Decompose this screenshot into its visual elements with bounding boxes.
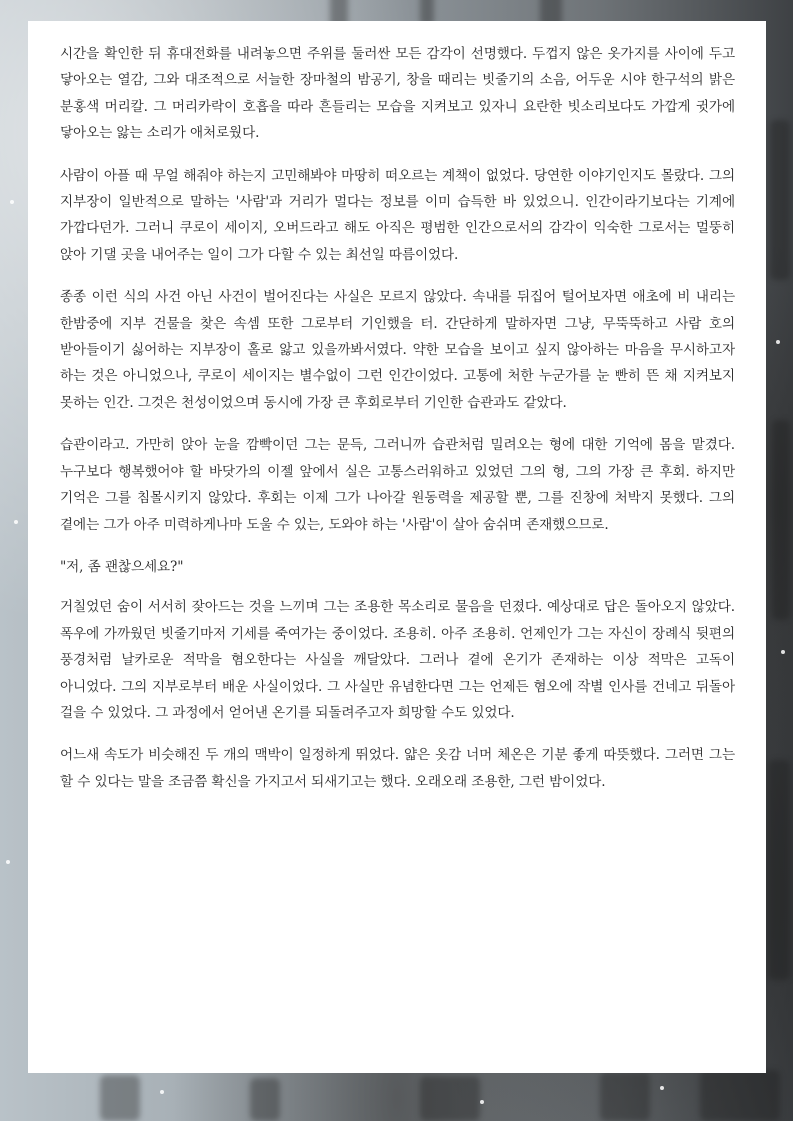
paragraph-2: 사람이 아플 때 무얼 해줘야 하는지 고민해봐야 마땅히 떠오르는 계책이 없었다. 당연한 이야기인지도 몰랐다. 그의 지부장이 일반적으로 말하는 '사람'과 거리가 멀다는 정보를 이미 습득한 바 있었으니. 인간이라기보다는 기계에 가깝다던가. 그러니 쿠로이 세이지, 오버드라고 해도 아직은 평범한 인간으로서의 감각이 익숙한 그로서는 멀뚱히 앉아 기댈 곳을 내어주는 일이 그가 다할 수 있는 최선일 따름이었다. — [60, 167, 735, 263]
document-page — [28, 21, 766, 1073]
paragraph-4: 습관이라고. 가만히 앉아 눈을 깜빡이던 그는 문득, 그러니까 습관처럼 밀려오는 형에 대한 기억에 몸을 맡겼다. 누구보다 행복했어야 할 바닷가의 이젤 앞에서 실은 고통스러워하고 있었던 그의 형, 그의 가장 큰 후회. 하지만 기억은 그를 침몰시키지 않았다. 후회는 이제 그가 나아갈 원동력을 제공할 뿐, 그를 진창에 처박지 못했다. 그의 곁에는 그가 아주 미력하게나마 도울 수 있는, 도와야 하는 '사람'이 살아 숨쉬며 존재했으므로. — [60, 437, 735, 533]
paragraph-3: 종종 이런 식의 사건 아닌 사건이 벌어진다는 사실은 모르지 않았다. 속내를 뒤집어 털어보자면 애초에 비 내리는 한밤중에 지부 건물을 찾은 속셈 또한 그로부터 기인했을 터. 간단하게 말하자면 그냥, 무뚝뚝하고 사람 호의 받아들이기 싫어하는 지부장이 홀로 앓고 있을까봐서였다. 약한 모습을 보이고 싶지 않아하는 마음을 무시하고자 하는 것은 아니었으나, 쿠로이 세이지는 별수없이 그런 인간이었다. 고통에 처한 누군가를 눈 빤히 뜬 채 지켜보지 못하는 인간. 그것은 천성이었으며 동시에 가장 큰 후회로부터 기인한 습관과도 같았다. — [60, 289, 735, 411]
paragraph-6: 거칠었던 숨이 서서히 잦아드는 것을 느끼며 그는 조용한 목소리로 물음을 던졌다. 예상대로 답은 돌아오지 않았다. 폭우에 가까웠던 빗줄기마저 기세를 죽여가는 중이었다. 조용히. 아주 조용히. 언제인가 그는 자신이 장례식 뒷편의 풍경처럼 날카로운 적막을 혐오한다는 사실을 깨달았다. 그러나 곁에 온기가 존재하는 이상 적막은 고독이 아니었다. 그의 지부로부터 배운 사실이었다. 그 사실만 유념한다면 그는 언제든 혐오에 작별 인사를 건네고 뒤돌아 걸을 수 있었다. 그 과정에서 얻어낸 온기를 되돌려주고자 희망할 수도 있었다. — [60, 599, 735, 721]
paragraph-7: 어느새 속도가 비슷해진 두 개의 맥박이 일정하게 뛰었다. 얇은 옷감 너머 체온은 기분 좋게 따뜻했다. 그러면 그는 할 수 있다는 말을 조금쯤 확신을 가지고서 되새기고는 했다. 오래오래 조용한, 그런 밤이었다. — [60, 747, 735, 790]
paragraph-1: 시간을 확인한 뒤 휴대전화를 내려놓으면 주위를 둘러싼 모든 감각이 선명했다. 두껍지 않은 옷가지를 사이에 두고 닿아오는 열감, 그와 대조적으로 서늘한 장마철의 밤공기, 창을 때리는 빗줄기의 소음, 어두운 시야 한구석의 밝은 분홍색 머리칼. 그 머리카락이 호흡을 따라 흔들리는 모습을 지켜보고 있자니 요란한 빗소리보다도 가깝게 귓가에 닿아오는 앓는 소리가 애처로웠다. — [60, 46, 735, 142]
dialogue-line: "저, 좀 괜찮으세요?" — [60, 558, 184, 575]
